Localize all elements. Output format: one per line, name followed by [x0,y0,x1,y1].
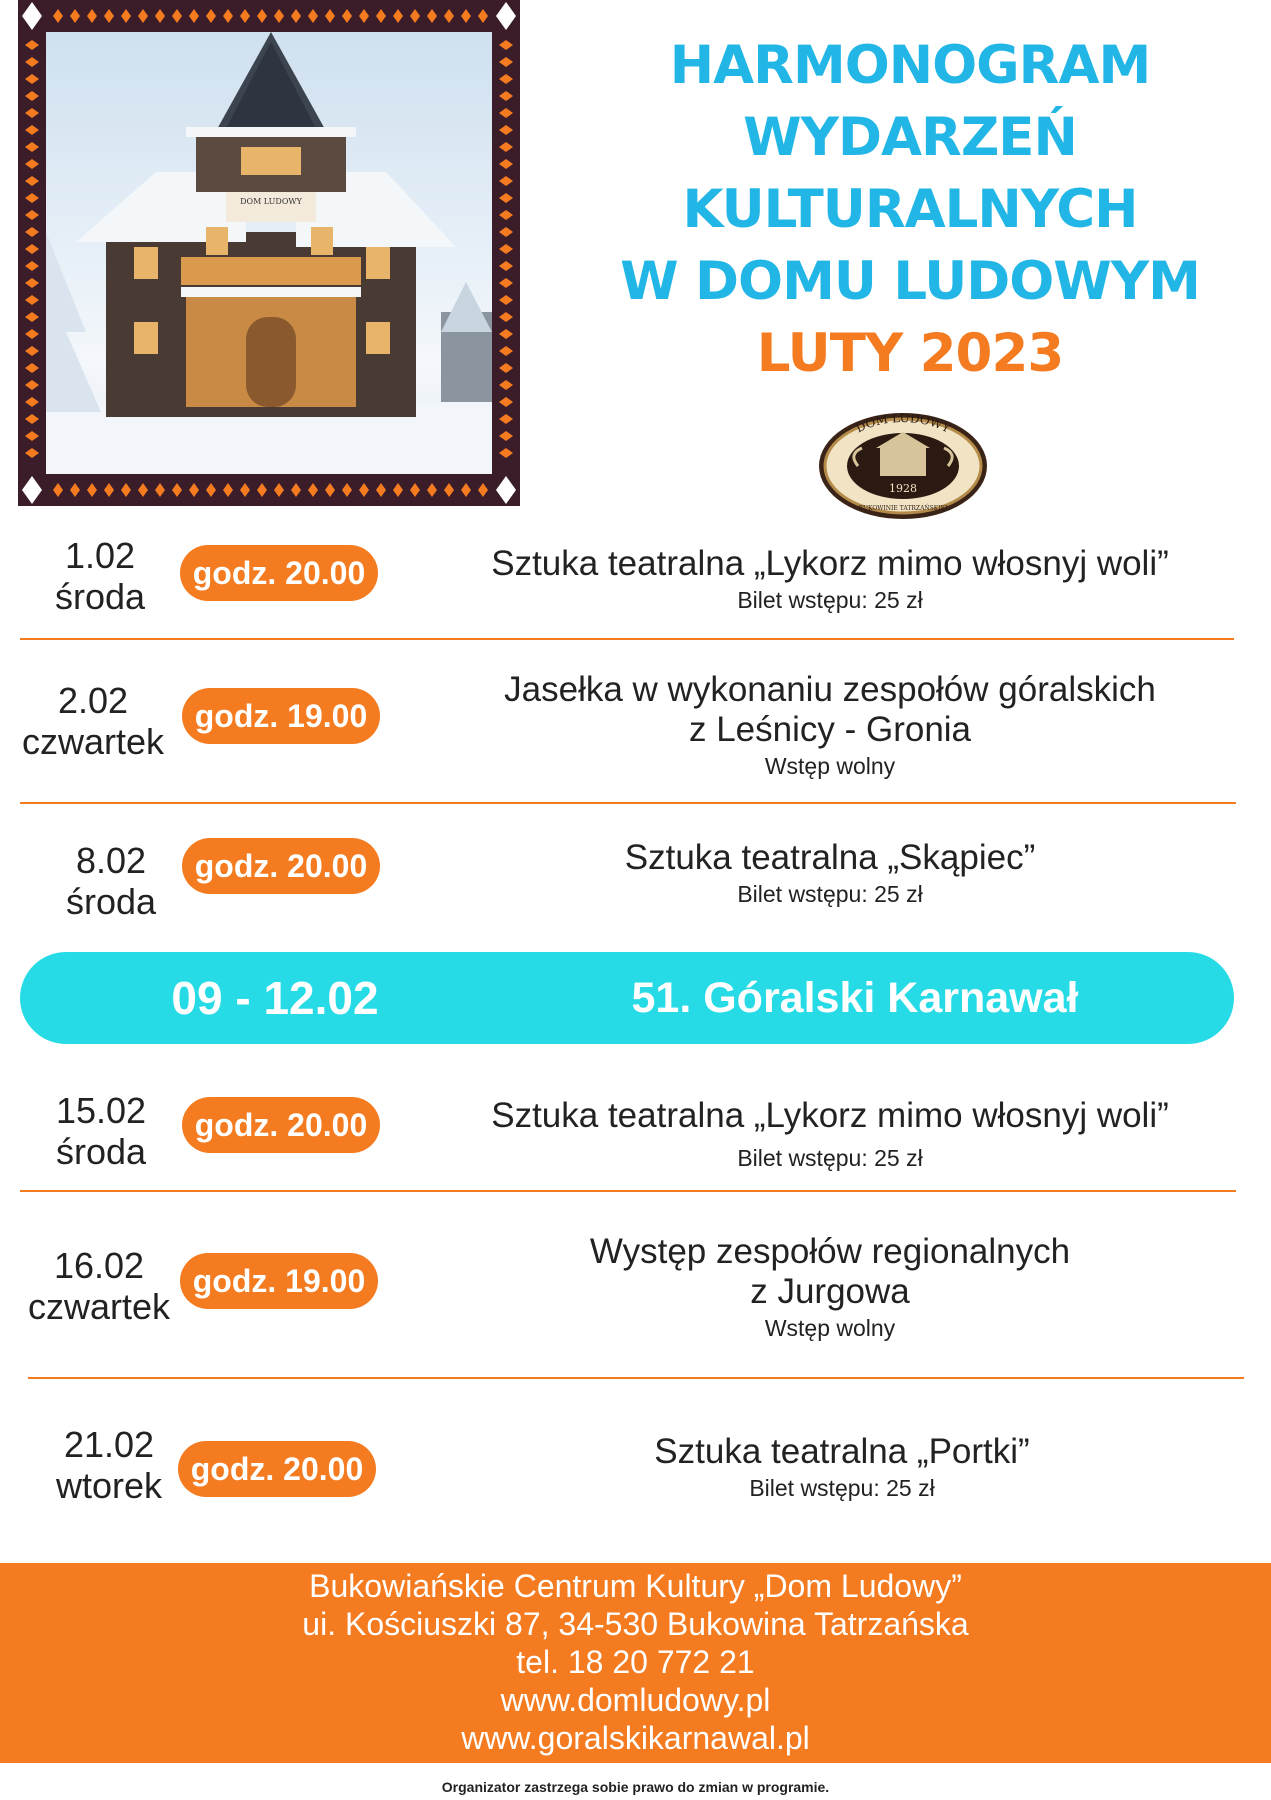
event-weekday: środa [55,1131,147,1172]
frame-diamond [25,278,39,288]
frame-diamond [87,483,97,497]
frame-diamond [499,40,513,50]
frame-diamond [189,483,199,497]
frame-diamond [25,74,39,84]
frame-diamond [499,74,513,84]
title-line: KULTURALNYCH [682,179,1138,240]
frame-diamond [257,9,267,23]
frame-diamond [257,483,267,497]
event-ticket-info: Bilet wstępu: 25 zł [749,1475,935,1501]
event-title: Sztuka teatralna „Portki” [654,1432,1030,1471]
carnival-dates: 09 - 12.02 [171,972,379,1024]
frame-diamond [499,108,513,118]
frame-diamond [22,476,42,504]
event-ticket-info: Wstęp wolny [764,753,896,779]
frame-diamond [499,142,513,152]
event-weekday: czwartek [27,1286,171,1327]
event-title: z Leśnicy - Gronia [688,710,972,749]
frame-diamond [240,9,250,23]
frame-diamond [499,57,513,67]
frame-diamond [499,244,513,254]
footer-organization: Bukowiańskie Centrum Kultury „Dom Ludowy” [309,1568,962,1604]
frame-diamond [155,9,165,23]
frame-diamond [393,483,403,497]
frame-diamond [53,483,63,497]
frame-diamond [25,363,39,373]
frame-diamond [121,483,131,497]
event-day-number: 15.02 [55,1090,147,1131]
frame-diamond [206,9,216,23]
frame-diamond [25,312,39,322]
event-title: Występ zespołów regionalnych [589,1232,1071,1271]
frame-diamond [25,91,39,101]
frame-diamond [223,9,233,23]
event-weekday: środa [54,576,146,617]
title-line: HARMONOGRAM [669,35,1151,96]
frame-diamond [461,9,471,23]
dom-ludowy-logo [818,412,988,520]
frame-diamond [104,483,114,497]
frame-diamond [499,278,513,288]
frame-diamond [499,380,513,390]
frame-diamond [499,363,513,373]
event-date [26,840,196,922]
frame-diamond [22,2,42,30]
frame-diamond [308,9,318,23]
event-date [15,535,185,617]
event-description [452,1432,1232,1504]
event-ticket-info: Bilet wstępu: 25 zł [737,881,923,907]
event-date [8,680,178,762]
separator-line [20,638,1234,640]
page-title [560,30,1260,390]
event-time-badge: godz. 19.00 [180,1253,378,1309]
frame-diamond [376,9,386,23]
event-description [440,544,1220,616]
frame-diamond [499,312,513,322]
event-time-badge: godz. 20.00 [182,1097,380,1153]
frame-diamond [478,483,488,497]
frame-diamond [25,210,39,220]
frame-diamond [25,261,39,271]
event-title: Sztuka teatralna „Lykorz mimo włosnyj woli” [491,1096,1169,1135]
separator-line [20,1190,1236,1192]
frame-diamond [25,108,39,118]
event-title: Sztuka teatralna „Skąpiec” [624,838,1036,877]
frame-diamond [25,193,39,203]
photo-frame [18,0,520,506]
frame-diamond [172,483,182,497]
separator-line [20,802,1236,804]
event-day-number: 1.02 [64,535,136,576]
frame-diamond [25,397,39,407]
frame-diamond [189,9,199,23]
event-title: Sztuka teatralna „Lykorz mimo włosnyj woli” [491,544,1169,583]
frame-diamond [291,9,301,23]
frame-diamond [25,142,39,152]
frame-diamond [410,483,420,497]
frame-diamond [499,295,513,305]
footer-website-link[interactable]: www.domludowy.pl [500,1682,771,1718]
frame-diamond [25,227,39,237]
house-sign: DOM LUDOWY [240,197,302,206]
title-line: WYDARZEŃ [743,107,1077,168]
event-time-badge: godz. 19.00 [182,688,380,744]
frame-diamond [87,9,97,23]
frame-diamond [274,483,284,497]
frame-diamond [25,431,39,441]
frame-diamond [410,9,420,23]
frame-diamond [138,483,148,497]
frame-diamond [427,9,437,23]
footer-contact [0,1563,1271,1763]
frame-diamond [206,483,216,497]
frame-diamond [25,448,39,458]
frame-diamond [499,193,513,203]
carnival-title: 51. Góralski Karnawał [631,974,1079,1022]
frame-diamond [223,483,233,497]
event-time-badge: godz. 20.00 [180,545,378,601]
event-title: Jasełka w wykonaniu zespołów góralskich [504,670,1156,709]
event-weekday: wtorek [55,1465,163,1506]
frame-diamond [499,159,513,169]
frame-diamond [499,448,513,458]
title-month: LUTY 2023 [756,323,1064,384]
frame-diamond [444,483,454,497]
frame-diamond [393,9,403,23]
frame-diamond [25,295,39,305]
event-day-number: 16.02 [53,1245,145,1286]
frame-diamond [308,483,318,497]
frame-diamond [499,329,513,339]
event-description [440,838,1220,910]
separator-line [28,1377,1244,1379]
frame-diamond [274,9,284,23]
frame-diamond [240,483,250,497]
frame-diamond [25,159,39,169]
frame-diamond [325,9,335,23]
event-time-badge: godz. 20.00 [178,1441,376,1497]
frame-diamond [25,40,39,50]
dom-ludowy-photo [46,32,492,474]
frame-diamond [499,125,513,135]
frame-diamond [70,9,80,23]
frame-diamond [25,346,39,356]
event-description [440,1232,1220,1344]
logo-top-text: DOM LUDOWY [853,412,953,436]
event-ticket-info: Bilet wstępu: 25 zł [737,587,923,613]
event-date [14,1245,184,1327]
logo-year: 1928 [889,482,917,495]
frame-diamond [104,9,114,23]
frame-diamond [376,483,386,497]
frame-diamond [496,476,516,504]
frame-diamond [138,9,148,23]
event-time-badge: godz. 20.00 [182,838,380,894]
event-weekday: środa [65,881,157,922]
frame-diamond [499,397,513,407]
event-ticket-info: Wstęp wolny [764,1315,896,1341]
frame-diamond [25,125,39,135]
footer-carnival-link[interactable]: www.goralskikarnawal.pl [461,1720,810,1756]
frame-diamond [70,483,80,497]
event-weekday: czwartek [21,721,165,762]
frame-diamond [359,9,369,23]
frame-diamond [499,91,513,101]
frame-diamond [121,9,131,23]
title-line: W DOMU LUDOWYM [620,251,1200,312]
house-illustration [46,32,492,474]
footer-phone: tel. 18 20 772 21 [516,1644,755,1680]
event-date [24,1424,194,1506]
frame-diamond [499,176,513,186]
logo-bottom-text: BUKOWINIE TATRZAŃSKIEJ [858,505,948,512]
event-day-number: 21.02 [63,1424,155,1465]
frame-diamond [172,9,182,23]
frame-diamond [342,483,352,497]
event-description [440,1096,1220,1174]
frame-diamond [25,380,39,390]
frame-diamond [25,244,39,254]
frame-diamond [155,483,165,497]
carnival-banner [20,952,1234,1044]
frame-diamond [53,9,63,23]
frame-diamond [427,483,437,497]
disclaimer-text: Organizator zastrzega sobie prawo do zmian w programie. [441,1779,830,1795]
frame-diamond [291,483,301,497]
frame-diamond [359,483,369,497]
frame-diamond [342,9,352,23]
frame-diamond [25,176,39,186]
frame-diamond [499,210,513,220]
frame-diamond [499,414,513,424]
frame-diamond [444,9,454,23]
frame-diamond [25,329,39,339]
frame-diamond [499,227,513,237]
event-date [16,1090,186,1172]
footer-address: ui. Kościuszki 87, 34-530 Bukowina Tatrzańska [302,1606,969,1642]
frame-diamond [499,261,513,271]
frame-diamond [25,57,39,67]
frame-diamond [499,346,513,356]
frame-diamond [25,414,39,424]
event-day-number: 2.02 [57,680,129,721]
event-day-number: 8.02 [75,840,147,881]
event-title: z Jurgowa [750,1272,910,1311]
frame-diamond [461,483,471,497]
frame-diamond [499,431,513,441]
frame-diamond [325,483,335,497]
frame-diamond [478,9,488,23]
event-description [440,670,1220,782]
event-ticket-info: Bilet wstępu: 25 zł [737,1145,923,1171]
frame-diamond [496,2,516,30]
